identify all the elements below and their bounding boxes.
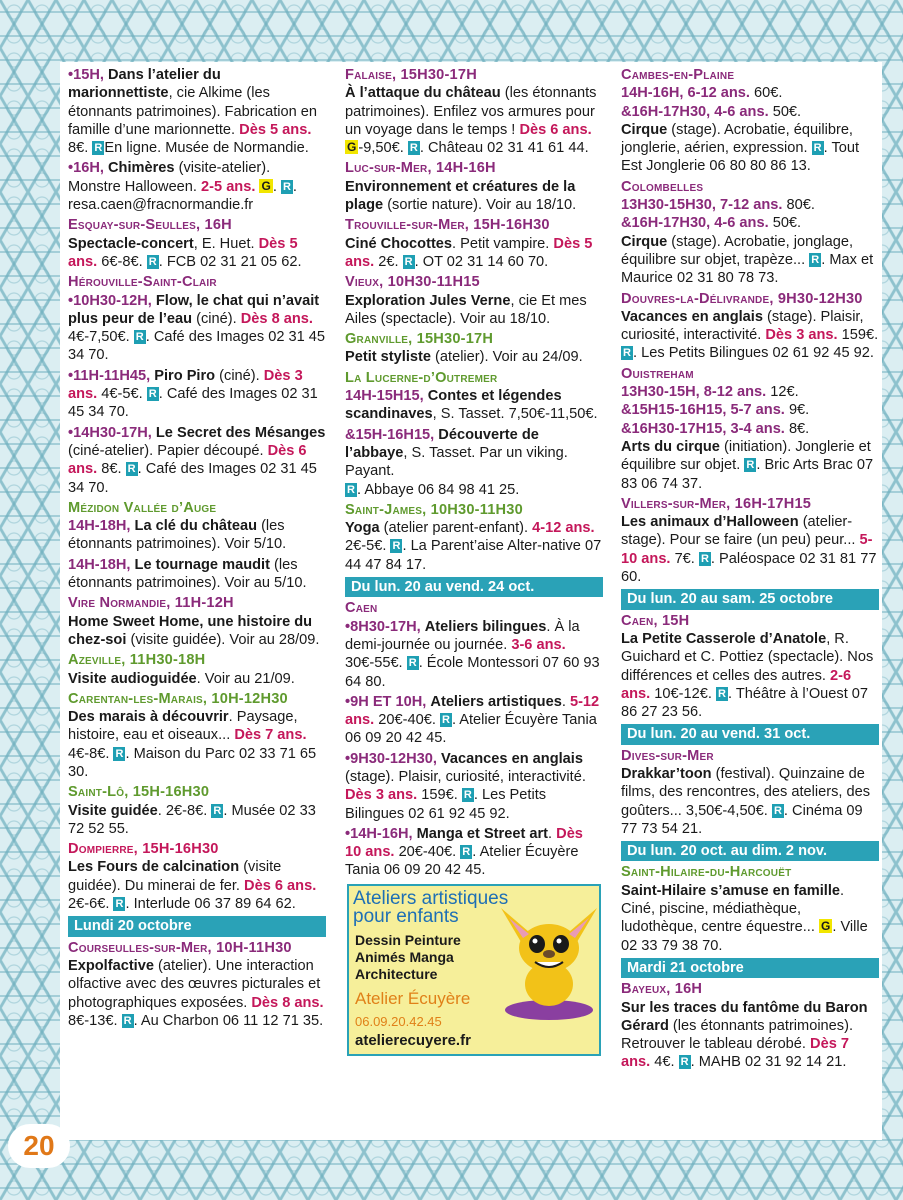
event-title: Chimères — [108, 160, 175, 177]
date-band: Lundi 20 octobre — [68, 916, 326, 936]
ad-line: Ateliers artistiques — [353, 887, 509, 909]
event-title: Expolfactive — [68, 957, 154, 974]
event-contact: Max et Maurice 02 31 80 78 73. — [621, 251, 874, 287]
event-title: Piro Piro — [154, 367, 216, 384]
event-contact: Château 02 31 41 61 44. — [427, 140, 589, 157]
event-contact: Bric Arts Brac 07 83 06 74 37. — [621, 457, 874, 492]
event-title: Découverte de l’abbaye — [345, 426, 539, 461]
ad-url[interactable]: atelierecuyere.fr — [355, 1031, 471, 1049]
reservation-badge: R — [281, 180, 293, 194]
event-price: 4€-8€. — [68, 745, 110, 762]
page-number: 20 — [8, 1124, 70, 1168]
event-drakkartoon: Dives-sur-Mer Drakkar’toon (festival). Quinzaine de films, des rencontres, des ateliers, des goûters... 3,50€-4,50€. R . Cinéma 09 77 73 54 21. — [621, 747, 879, 838]
event-time: •11H-11H45, — [68, 367, 151, 384]
event-contact: Interlude 06 37 89 64 62. — [133, 896, 296, 913]
ad-brand: Atelier Écuyère — [355, 988, 471, 1008]
event-title: Vacances en anglais — [621, 308, 763, 325]
event-artistiques: •9H ET 10H, Ateliers artistiques. 5-12 ans. 20€-40€. R . Atelier Écuyère Tania 06 09 20 42 45. — [345, 693, 600, 747]
event-desc: , E. Huet. — [193, 235, 255, 252]
ad-line: Animés Manga — [355, 948, 454, 965]
event-price: 7€. — [674, 550, 695, 567]
event-manga: •14H-16H, Manga et Street art. Dès 10 ans. 20€-40€. R . Atelier Écuyère Tania 06 09 20 42 45. — [345, 825, 583, 879]
event-desc: , S. Tasset. Par un viking. Payant. — [345, 444, 568, 480]
event-price: 8€. — [101, 461, 122, 478]
event-desc: (stage). Plaisir, curiosité, interactivité. — [345, 768, 586, 785]
location-heading: Azeville, 11H30-18H — [68, 652, 206, 669]
event-price: 60€. — [754, 85, 783, 102]
reservation-badge: R — [403, 255, 415, 269]
event-luc — [345, 159, 603, 214]
event-age: 5-12 ans. — [345, 693, 600, 729]
location-heading: Villers-sur-Mer, 16H-17H15 — [621, 495, 812, 512]
event-title: Spectacle-concert — [68, 235, 194, 252]
location-heading: La Lucerne-d’Outremer — [345, 369, 498, 386]
event-price: 2€-5€. — [345, 538, 387, 555]
cartoon-creature-icon — [499, 902, 599, 1022]
event-price: 2€. — [378, 253, 399, 270]
location-heading: Carentan-les-Marais, 10H-12H30 — [68, 690, 288, 707]
location-heading: Dives-sur-Mer — [621, 747, 714, 764]
event-age: Dès 3 ans. — [68, 367, 303, 403]
location-heading: Mézidon Vallée d’Auge — [68, 499, 217, 516]
location-heading: Luc-sur-Mer, 14H-16H — [345, 160, 496, 177]
event-desc: (atelier parent-enfant). — [383, 520, 529, 537]
event-azeville — [68, 651, 326, 688]
date-band: Du lun. 20 oct. au dim. 2 nov. — [621, 841, 879, 861]
reservation-badge: R — [809, 253, 821, 267]
event-age: Dès 5 ans. — [345, 235, 593, 270]
event-trouville: Trouville-sur-Mer, 15H-16H30 Ciné Chocottes. Petit vampire. Dès 5 ans. 2€. R . OT 02 31 14 60 70. — [345, 216, 603, 271]
event-price: 2€-6€. — [68, 896, 110, 913]
event-time: 14H-16H, 6-12 ans. — [621, 85, 750, 102]
event-time: &16H-17H30, 4-6 ans. — [621, 103, 769, 120]
event-contact: Musée 02 33 72 52 55. — [68, 802, 316, 837]
event-price: 8€. — [68, 140, 89, 157]
event-desc: (les étonnants patrimoines). Enfilez vos armures pour un voyage dans le temps ! — [345, 85, 597, 138]
column-2 — [345, 66, 603, 1056]
event-price: 6€-8€. — [101, 253, 143, 270]
event-title: Saint-Hilaire s’amuse en famille — [621, 882, 840, 899]
event-age: 3-6 ans. — [511, 636, 566, 653]
event-contact: Théâtre à l’Ouest 07 86 27 23 56. — [621, 685, 869, 721]
event-title: Les animaux d’Halloween — [621, 514, 799, 531]
location-heading: Saint-Hilaire-du-Harcouët — [621, 864, 792, 881]
reservation-badge: R — [407, 656, 419, 670]
event-time: &15H-16H15, — [345, 426, 435, 443]
event-desc: , cie Et mes Ailes (spectacle). Voir au 18/10. — [345, 292, 587, 327]
event-age: Dès 7 ans. — [621, 1036, 849, 1071]
event-tournage — [68, 556, 326, 593]
reservation-badge: R — [113, 897, 125, 911]
event-price: 10€-12€. — [654, 685, 712, 702]
event-time: 14H-18H, — [68, 556, 131, 573]
event-title: Sur les traces du fantôme du Baron Gérard — [621, 999, 868, 1034]
event-age: 5-10 ans. — [621, 532, 873, 567]
event-time: •14H30-17H, — [68, 424, 152, 441]
event-time: &16H30-17H15, 3-4 ans. — [621, 420, 785, 437]
event-price: 20€-40€. — [398, 844, 457, 861]
event-contact: Abbaye 06 84 98 41 25. — [364, 481, 520, 498]
location-heading: Cambes-en-Plaine — [621, 67, 735, 83]
event-price: 12€. — [770, 384, 799, 401]
event-price: 9€. — [788, 402, 810, 419]
reservation-badge: R — [772, 804, 784, 818]
date-band: Du lun. 20 au vend. 24 oct. — [345, 577, 603, 597]
event-time: 13H30-15H, 8-12 ans. — [621, 384, 767, 401]
event-title: Cirque — [621, 233, 668, 250]
event-time: 14H-15H15, — [345, 388, 424, 405]
event-age: Dès 8 ans. — [240, 310, 313, 327]
event-bilingues: •8H30-17H, Ateliers bilingues. À la demi-journée ou journée. 3-6 ans. 30€-55€. R . École Montessori 07 60 93 64 80. — [345, 618, 600, 690]
event-desc: (visite guidée). Du minerai de fer. — [68, 859, 282, 894]
date-band: Du lun. 20 au vend. 31 oct. — [621, 724, 879, 744]
event-title: À l’attaque du château — [345, 85, 501, 102]
reservation-badge: R — [744, 458, 756, 472]
event-age: Dès 5 ans. — [239, 121, 312, 138]
event-age: Dès 3 ans. — [345, 787, 418, 804]
reservation-badge: R — [408, 141, 420, 155]
location-heading: Saint-James, 10H30-11H30 — [345, 501, 523, 518]
event-desc: (festival). Quinzaine de films, des rencontres, des ateliers, des goûters... 3,50€-4,50€. — [621, 765, 871, 819]
event-contact: MAHB 02 31 92 14 21. — [698, 1054, 847, 1071]
event-douvres: Douvres-la-Délivrande, 9H30-12H30 Vacances en anglais (stage). Plaisir, curiosité, interactivité. Dès 3 ans. 159€. R . Les Petits Bilingues 02 61 92 45 92. — [621, 290, 879, 362]
event-contact: resa.caen@fracnormandie.fr — [68, 197, 254, 214]
date-band: Mardi 21 octobre — [621, 958, 879, 978]
event-price: 50€. — [772, 103, 802, 120]
event-age: Dès 6 ans. — [68, 442, 307, 478]
location-heading: Hérouville-Saint-Clair — [68, 274, 217, 291]
event-desc: (ciné-atelier). Papier découpé. — [68, 442, 264, 459]
event-cambes: Cambes-en-Plaine 14H-16H, 6-12 ans. 60€. &16H-17H30, 4-6 ans. 50€. Cirque (stage). Acrobatie, équilibre, jonglerie, aérien, expression. R . Tout Est Jonglerie 06 80 80 86 13. — [621, 66, 879, 176]
event-contact: La Parent’aise Alter-native 07 44 47 84 17. — [345, 538, 602, 573]
event-vire — [68, 594, 326, 649]
event-falaise: Falaise, 15H30-17H À l’attaque du château (les étonnants patrimoines). Enfilez vos armures pour un voyage dans le temps ! Dès 6 ans. G -9,50€. R . Château 02 31 41 61 44. — [345, 66, 603, 157]
reservation-badge: R — [211, 804, 223, 818]
reservation-badge: R — [126, 462, 138, 476]
event-time: •15H, — [68, 67, 104, 83]
event-title: Contes et légendes scandinaves — [345, 388, 562, 423]
event-chimeres: •16H, Chimères (visite-atelier). Monstre Halloween. 2-5 ans. G . R . resa.caen@fracnormandie.fr — [68, 160, 297, 214]
event-desc: . À la demi-journée ou journée. — [345, 618, 580, 653]
event-age: Dès 8 ans. — [251, 994, 324, 1011]
event-time: •10H30-12H, — [68, 292, 152, 309]
event-contact: En ligne. Musée de Normandie. — [104, 140, 309, 157]
event-age: Dès 6 ans. — [519, 121, 592, 138]
event-courseulles: Courseulles-sur-Mer, 10H-11H30 Expolfactive (atelier). Une interaction olfactive avec des œuvres picturales et photographiques exposées. Dès 8 ans. 8€-13€. R . Au Charbon 06 11 12 71 35. — [68, 939, 326, 1030]
reservation-badge: R — [812, 141, 824, 155]
event-desc: (ciné). — [219, 367, 260, 384]
event-title: Des marais à découvrir — [68, 709, 229, 726]
event-time: 13H30-15H30, 7-12 ans. — [621, 197, 783, 214]
event-contact: Maison du Parc 02 33 71 65 30. — [68, 745, 317, 780]
reservation-badge: R — [147, 255, 159, 269]
event-desc: . Paysage, histoire, eau et oiseaux... — [68, 709, 298, 744]
event-age: Dès 10 ans. — [345, 825, 583, 861]
location-heading: Granville, 15H30-17H — [345, 331, 494, 348]
event-casserole: Caen, 15H La Petite Casserole d’Anatole, R. Guichard et C. Pottiez (spectacle). Nos différences et celles des autres. 2-6 ans. 10€-12€. R . Théâtre à l’Ouest 07 86 27 23 56. — [621, 612, 879, 722]
event-contact: Café des Images 02 31 45 34 70. — [68, 329, 326, 364]
event-colombelles: Colombelles 13H30-15H30, 7-12 ans. 80€. &16H-17H30, 4-6 ans. 50€. Cirque (stage). Acrobatie, jonglage, équilibre sur objet, trapèze... R . Max et Maurice 02 31 80 78 73. — [621, 178, 879, 288]
event-age: Dès 5 ans. — [68, 235, 298, 270]
event-time: &15H15-16H15, 5-7 ans. — [621, 402, 785, 419]
event-flow: •10H30-12H, Flow, le chat qui n’avait plus peur de l’eau (ciné). Dès 8 ans. 4€-7,50€. R . Café des Images 02 31 45 34 70. — [68, 292, 326, 364]
reservation-badge: R — [716, 687, 728, 701]
event-contact: Les Petits Bilingues 02 61 92 45 92. — [641, 345, 874, 362]
event-saint-lo: Saint-Lô, 15H-16H30 Visite guidée. 2€-8€. R . Musée 02 33 72 52 55. — [68, 783, 326, 838]
reservation-badge: R — [122, 1014, 134, 1028]
event-title: Exploration Jules Verne — [345, 292, 511, 309]
event-desc: (sortie nature). Voir au 18/10. — [387, 197, 577, 214]
event-ouistreham: Ouistreham 13H30-15H, 8-12 ans. 12€. &15H15-16H15, 5-7 ans. 9€. &16H30-17H15, 3-4 ans. 8€. Arts du cirque (initiation). Jonglerie et équilibre sur objet. R . Bric Arts Brac 07 83 06 74 37. — [621, 365, 879, 493]
event-piro: •11H-11H45, Piro Piro (ciné). Dès 3 ans. 4€-5€. R . Café des Images 02 31 45 34 70. — [68, 367, 318, 421]
event-contact: Les Petits Bilingues 02 61 92 45 92. — [345, 787, 547, 822]
event-dompierre: Dompierre, 15H-16H30 Les Fours de calcination (visite guidée). Du minerai de fer. Dès 6 ans. 2€-6€. R . Interlude 06 37 89 64 62. — [68, 840, 326, 913]
location-heading: Falaise, 15H30-17H — [345, 67, 477, 83]
event-title: Home Sweet Home, une histoire du chez-soi — [68, 613, 313, 648]
event-desc: , cie Alkime (les étonnants patrimoines). Fabrication en famille d’une marionnette. — [68, 85, 318, 138]
column-3 — [621, 66, 879, 1074]
ad-phone: 06.09.20.42.45 — [355, 1013, 442, 1029]
event-desc: (les étonnants patrimoines). Voir 5/10. — [68, 518, 287, 553]
event-contact: Cinéma 09 77 73 54 21. — [621, 802, 863, 837]
event-time: •8H30-17H, — [345, 618, 421, 635]
reservation-badge: R — [113, 747, 125, 761]
event-desc: (visite guidée). Voir au 28/09. — [130, 631, 320, 648]
event-title: Environnement et créatures de la plage — [345, 178, 576, 214]
event-title: Ateliers artistiques — [430, 693, 562, 710]
event-contact: École Montessori 07 60 93 64 80. — [345, 655, 600, 690]
event-contact: Atelier Écuyère Tania 06 09 20 42 45. — [345, 844, 579, 879]
event-contact: Paléospace 02 31 81 77 60. — [621, 550, 877, 586]
event-desc: (stage). Plaisir, curiosité, interactivité. — [621, 308, 864, 344]
event-granville — [345, 330, 603, 367]
event-title: La clé du château — [134, 518, 257, 535]
free-badge: G — [347, 140, 357, 155]
event-price: 80€. — [786, 197, 815, 214]
event-contact: Ville 02 33 79 38 70. — [621, 919, 868, 954]
event-desc: (atelier). Voir au 24/09. — [435, 349, 583, 366]
event-desc: (stage). Acrobatie, jonglage, équilibre sur objet, trapèze... — [621, 233, 854, 268]
event-saint-hilaire: Saint-Hilaire-du-Harcouët Saint-Hilaire s’amuse en famille. Ciné, piscine, médiathèque, ludothèque, centre équestre... G . Ville 02 33 79 38 70. — [621, 863, 879, 954]
event-price: 8€. — [788, 420, 810, 437]
event-esquay: Esquay-sur-Seulles, 16H Spectacle-concert, E. Huet. Dès 5 ans. 6€-8€. R . FCB 02 31 21 05 62. — [68, 216, 326, 271]
event-abbaye: &15H-16H15, Découverte de l’abbaye, S. Tasset. Par un viking. Payant. R . Abbaye 06 84 98 41 25. — [345, 426, 568, 498]
free-badge: G — [820, 919, 831, 934]
event-time: •16H, — [68, 160, 104, 177]
event-desc: . Voir au 21/09. — [196, 670, 295, 687]
event-desc: . Ciné, piscine, médiathèque, ludothèque, centre équestre... — [621, 882, 845, 936]
date-band: Du lun. 20 au sam. 25 octobre — [621, 589, 879, 609]
event-contact: Au Charbon 06 11 12 71 35. — [140, 1012, 324, 1029]
event-desc: . — [548, 825, 553, 842]
event-villers: Villers-sur-Mer, 16H-17H15 Les animaux d’Halloween (atelier-stage). Pour se faire (un peu) peur... 5-10 ans. 7€. R . Paléospace 02 31 81 77 60. — [621, 495, 879, 586]
reservation-badge: R — [134, 330, 146, 344]
event-desc: (initiation). Jonglerie et équilibre sur objet. — [621, 438, 871, 474]
free-badge: G — [261, 178, 271, 193]
ad-line: pour enfants — [353, 905, 459, 927]
event-cle-chateau — [68, 517, 326, 554]
event-title: Le Secret des Mésanges — [155, 424, 326, 441]
event-title: Arts du cirque — [621, 438, 720, 455]
ad-headline — [353, 887, 509, 927]
event-price: 8€-13€. — [68, 1012, 118, 1029]
reservation-badge: R — [345, 483, 357, 497]
column-1 — [68, 66, 326, 1032]
event-anglais: •9H30-12H30, Vacances en anglais (stage). Plaisir, curiosité, interactivité. Dès 3 ans. 159€. R . Les Petits Bilingues 02 61 92 45 92. — [345, 750, 586, 822]
event-title: Vacances en anglais — [440, 750, 583, 767]
event-title: Les Fours de calcination — [68, 859, 240, 876]
reservation-badge: R — [460, 845, 472, 859]
event-desc: . Petit vampire. — [452, 235, 550, 252]
reservation-badge: R — [147, 387, 159, 401]
event-title: Le tournage maudit — [134, 556, 270, 573]
event-price: 50€. — [772, 215, 802, 232]
event-time: 14H-18H, — [68, 518, 131, 535]
location-heading: Vieux, 10H30-11H15 — [345, 274, 480, 291]
event-title: Visite guidée — [68, 802, 158, 819]
event-contact: OT 02 31 14 60 70. — [422, 253, 549, 270]
event-price: 30€-55€. — [345, 655, 403, 672]
location-heading: Caen — [345, 600, 378, 617]
event-age: Dès 7 ans. — [234, 727, 307, 744]
event-time: •14H-16H, — [345, 825, 413, 842]
event-age: Dès 6 ans. — [244, 877, 317, 894]
event-time: •9H ET 10H, — [345, 693, 427, 710]
ad-subjects — [355, 932, 461, 983]
event-desc: , R. Guichard et C. Pottiez (spectacle). Nos différences et celles des autres. — [621, 630, 874, 684]
event-contact: Café des Images 02 31 45 34 70. — [68, 386, 318, 421]
event-age: 2-6 ans. — [621, 667, 852, 702]
event-desc: (ciné). — [196, 310, 237, 327]
location-heading: Trouville-sur-Mer, 15H-16H30 — [345, 217, 550, 234]
event-contact: FCB 02 31 21 05 62. — [166, 253, 302, 270]
event-desc: . — [561, 693, 566, 710]
page-sheet — [60, 62, 882, 1140]
location-heading: Colombelles — [621, 178, 704, 195]
event-desc: (atelier-stage). Pour se faire (un peu) peur... — [621, 514, 856, 549]
reservation-badge: R — [462, 788, 474, 802]
reservation-badge: R — [92, 141, 104, 155]
event-title: Yoga — [345, 520, 380, 537]
event-vieux — [345, 273, 603, 328]
ad-line: Dessin Peinture — [355, 931, 461, 948]
event-desc: (stage). Acrobatie, équilibre, jonglerie, aérien, expression. — [621, 121, 853, 157]
event-bayeux: Bayeux, 16H Sur les traces du fantôme du Baron Gérard (les étonnants patrimoines). Retrouver le tableau dérobé. Dès 7 ans. 4€. R . MAHB 02 31 92 14 21. — [621, 980, 879, 1071]
event-time: &16H-17H30, 4-6 ans. — [621, 215, 769, 232]
event-title: Ciné Chocottes — [345, 235, 453, 252]
event-lucerne — [345, 369, 603, 424]
event-saint-james: Saint-James, 10H30-11H30 Yoga (atelier parent-enfant). 4-12 ans. 2€-5€. R . La Parent’aise Alter-native 07 44 47 84 17. — [345, 501, 602, 573]
event-contact: Café des Images 02 31 45 34 70. — [68, 461, 317, 496]
event-title: Flow, le chat qui n’avait plus peur de l’eau — [68, 292, 320, 327]
event-desc: , S. Tasset. 7,50€-11,50€. — [432, 406, 598, 423]
reservation-badge: R — [679, 1055, 691, 1069]
event-desc: (atelier). Une interaction olfactive avec des œuvres picturales et photographiques exposées. — [68, 957, 321, 1011]
location-heading: Bayeux, 16H — [621, 981, 703, 998]
event-contact: Atelier Écuyère Tania 06 09 20 42 45. — [345, 712, 597, 747]
event-price: 4€-7,50€. — [68, 329, 130, 346]
event-age: 2-5 ans. — [201, 178, 256, 195]
event-price: 159€. — [421, 787, 458, 804]
event-title: Ateliers bilingues — [424, 618, 547, 635]
event-mesanges: •14H30-17H, Le Secret des Mésanges (ciné-atelier). Papier découpé. Dès 6 ans. 8€. R . Café des Images 02 31 45 34 70. — [68, 424, 326, 496]
reservation-badge: R — [621, 346, 633, 360]
advertisement-atelier-ecuyere[interactable] — [347, 884, 601, 1056]
location-heading: Caen, 15H — [621, 612, 690, 629]
event-carentan: Carentan-les-Marais, 10H-12H30 Des marais à découvrir. Paysage, histoire, eau et oiseaux... Dès 7 ans. 4€-8€. R . Maison du Parc 02 33 71 65 30. — [68, 690, 326, 781]
event-title: Petit styliste — [345, 349, 431, 366]
location-heading: Dompierre, 15H-16H30 — [68, 841, 219, 858]
event-contact: Tout Est Jonglerie 06 80 80 86 13. — [621, 140, 860, 175]
event-title: Cirque — [621, 121, 668, 138]
event-time: •9H30-12H30, — [345, 750, 437, 767]
location-heading: Courseulles-sur-Mer, 10H-11H30 — [68, 939, 292, 956]
event-title: La Petite Casserole d’Anatole — [621, 630, 827, 647]
event-desc: (visite-atelier). Monstre Halloween. — [68, 160, 271, 195]
event-price: 20€-40€. — [378, 712, 436, 729]
event-title: Manga et Street art — [416, 825, 549, 842]
event-title: Drakkar’toon — [621, 765, 712, 782]
event-marionnettiste — [68, 66, 326, 157]
reservation-badge: R — [699, 552, 711, 566]
location-heading: Esquay-sur-Seulles, 16H — [68, 217, 232, 234]
event-price: 159€. — [841, 327, 879, 344]
event-price: 4€. — [654, 1054, 675, 1071]
event-desc: . 2€-8€. — [157, 802, 208, 819]
location-heading: Saint-Lô, 15H-16H30 — [68, 784, 210, 801]
ad-line: Architecture — [355, 965, 438, 982]
event-age: Dès 3 ans. — [765, 327, 838, 344]
location-heading: Vire Normandie, 11H-12H — [68, 595, 234, 612]
event-title: Dans l’atelier du marionnettiste — [68, 67, 221, 102]
event-desc: (les étonnants patrimoines). Retrouver le tableau dérobé. — [621, 1017, 853, 1053]
location-heading: Douvres-la-Délivrande, 9H30-12H30 — [621, 290, 863, 307]
reservation-badge: R — [440, 713, 452, 727]
event-price: 4€-5€. — [101, 386, 143, 403]
event-age: 4-12 ans. — [532, 520, 595, 537]
event-price: -9,50€. — [358, 140, 404, 157]
location-heading: Ouistreham — [621, 365, 694, 382]
reservation-badge: R — [390, 539, 402, 553]
event-desc: (les étonnants patrimoines). Voir au 5/10. — [68, 556, 307, 592]
event-title: Visite audioguidée — [68, 670, 197, 687]
